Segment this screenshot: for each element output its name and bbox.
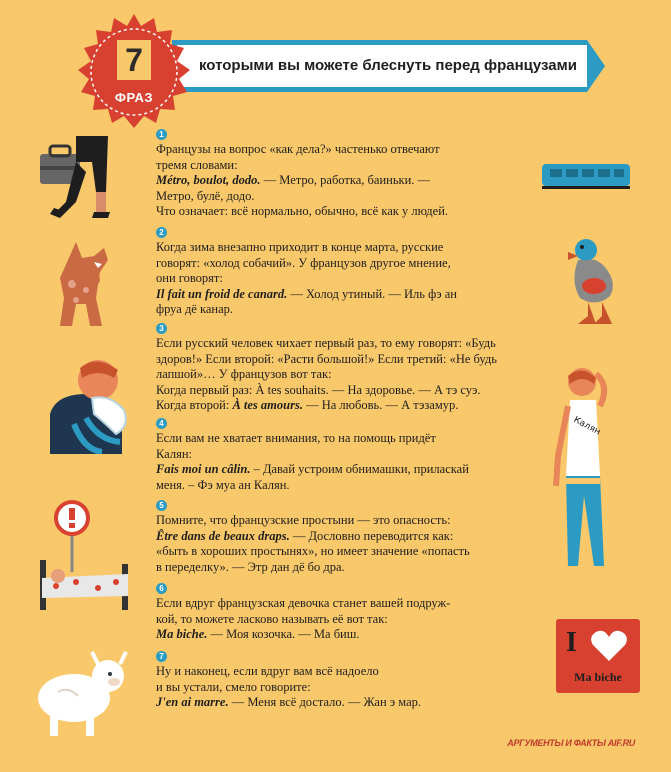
commuter-legs-icon bbox=[36, 132, 126, 222]
phrase-block-3 bbox=[156, 320, 516, 414]
translation: — На любовь. — А тэзамур. bbox=[302, 398, 459, 412]
french-phrase: À tes amours. bbox=[232, 398, 303, 412]
phrase-line: лапшой»… У французов вот так: bbox=[156, 367, 332, 381]
ma-biche-card bbox=[556, 619, 640, 693]
phrase-line: Если вдруг французская девочка станет вашей подруж- bbox=[156, 596, 451, 610]
phrase-line: Если русский человек чихает первый раз, то ему говорят: «Будь bbox=[156, 336, 496, 350]
translation: — Дословно переводится как: bbox=[289, 528, 454, 543]
phrase-line: «быть в хороших простынях», но имеет значение «попасть bbox=[156, 544, 470, 558]
phrase-line: Когда первый раз: À tes souhaits. — На здоровье. — А тэ суэ. bbox=[156, 382, 481, 397]
french-phrase: Être dans de beaux draps. bbox=[156, 528, 290, 543]
duck-icon bbox=[560, 236, 624, 330]
phrase-line: фруа дё канар. bbox=[156, 302, 234, 316]
phrase-line: кой, то можете ласково называть её вот так: bbox=[156, 611, 388, 626]
phrase-number: 6 bbox=[156, 583, 167, 594]
phrase-line: тремя словами: bbox=[156, 157, 238, 172]
phrase-line: Метро, булё, додо. bbox=[156, 188, 255, 203]
french-phrase: J'en ai marre. bbox=[156, 695, 229, 709]
publisher-logo: АРГУМЕНТЫ И ФАКТЫ AIF.RU bbox=[507, 738, 635, 748]
badge-word: ФРАЗ bbox=[114, 90, 154, 105]
phrase-block-4 bbox=[156, 415, 516, 493]
phrase-line: Французы на вопрос «как дела?» частенько отвечают bbox=[156, 142, 440, 156]
phrase-line bbox=[156, 287, 516, 303]
phrase-number: 1 bbox=[156, 129, 167, 140]
phrase-line: Если вам не хватает внимания, то на помощь придёт bbox=[156, 431, 436, 445]
phrase-line: Что означает: всё нормально, обычно, всё как у людей. bbox=[156, 204, 449, 218]
phrase-line bbox=[156, 398, 516, 414]
phrase-line: в переделку». — Этр дан дё бо дра. bbox=[156, 559, 345, 574]
translation: — Метро, работка, баиньки. — bbox=[260, 173, 431, 187]
phrase-number: 3 bbox=[156, 323, 167, 334]
phrase-line: Ну и наконец, если вдруг вам всё надоело bbox=[156, 664, 379, 678]
kalyan-man-icon bbox=[548, 366, 630, 576]
phrase-line bbox=[156, 627, 516, 643]
translation: — Меня всё достало. — Жан э мар. bbox=[228, 695, 422, 709]
phrase-number: 7 bbox=[156, 651, 167, 662]
translation: — Моя козочка. — Ма биш. bbox=[207, 627, 360, 641]
translation: – Давай устроим обнимашки, приласкай bbox=[250, 462, 469, 476]
lead-text: Когда второй: bbox=[156, 398, 233, 412]
shirt-text: Калян bbox=[571, 415, 603, 438]
french-phrase: Fais moi un câlin. bbox=[156, 462, 251, 476]
phrase-number: 5 bbox=[156, 500, 167, 511]
phrase-line bbox=[156, 173, 516, 189]
cold-dog-icon bbox=[46, 238, 126, 330]
phrase-block-5 bbox=[156, 497, 516, 575]
phrase-block-6 bbox=[156, 580, 516, 643]
phrase-line: Калян: bbox=[156, 446, 192, 461]
phrase-line: Помните, что французские простыни — это опасность: bbox=[156, 513, 451, 527]
phrase-line: здоров!» Если второй: «Расти большой!» Если третий: «Не будь bbox=[156, 351, 497, 366]
phrase-line: они говорят: bbox=[156, 271, 223, 285]
french-phrase: Il fait un froid de canard. bbox=[156, 286, 288, 301]
card-text: Ma biche bbox=[574, 670, 622, 684]
phrase-line: Когда зима внезапно приходит в конце марта, русские bbox=[156, 240, 444, 254]
phrase-block-1 bbox=[156, 126, 516, 220]
french-phrase: Ma biche. bbox=[156, 627, 208, 641]
sheep-icon bbox=[34, 646, 134, 738]
translation: — Холод утиный. — Иль фэ ан bbox=[287, 286, 457, 301]
sneezing-man-icon bbox=[46, 354, 132, 454]
train-icon bbox=[540, 160, 632, 192]
phrase-line: говорят: «холод собачий». У французов другое мнение, bbox=[156, 255, 451, 270]
phrase-block-7 bbox=[156, 648, 456, 711]
phrase-line: и вы устали, смело говорите: bbox=[156, 679, 311, 694]
phrase-number: 2 bbox=[156, 227, 167, 238]
phrase-block-2 bbox=[156, 224, 516, 318]
card-letter: I bbox=[566, 627, 577, 658]
danger-bed-icon bbox=[36, 500, 132, 614]
badge-number: 7 bbox=[125, 42, 143, 78]
phrase-line bbox=[156, 462, 516, 478]
number-badge bbox=[74, 12, 194, 132]
heart-icon bbox=[590, 629, 628, 663]
phrase-line: меня. – Фэ муа ан Калян. bbox=[156, 477, 290, 492]
phrase-number: 4 bbox=[156, 418, 167, 429]
phrase-line bbox=[156, 695, 456, 711]
phrase-line bbox=[156, 529, 516, 545]
french-phrase: Métro, boulot, dodo. bbox=[156, 173, 261, 187]
page-title: которыми вы можете блеснуть перед французами bbox=[199, 57, 577, 74]
title-banner bbox=[172, 40, 587, 92]
